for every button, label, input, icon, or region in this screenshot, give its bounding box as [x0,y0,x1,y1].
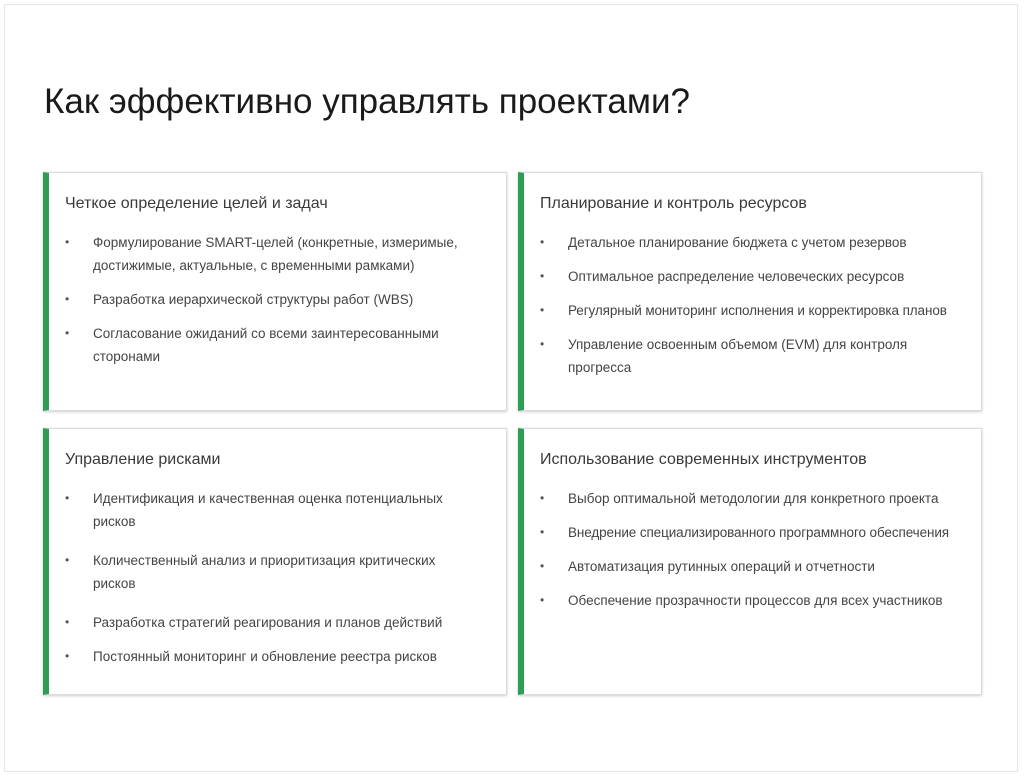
card-title: Четкое определение целей и задач [65,195,328,212]
list-item [65,645,460,668]
list-item-text: Автоматизация рутинных операций и отчетности [568,559,875,574]
list-item [540,231,960,254]
list-item [65,611,460,634]
list-item-text: Внедрение специализированного программного обеспечения [568,525,950,540]
card-title: Управление рисками [65,451,221,468]
bullet-icon: • [540,303,545,317]
card-title: Использование современных инструментов [540,451,867,468]
list-item [65,231,467,277]
list-item [540,487,971,510]
list-item [540,555,971,578]
list-item [540,265,960,288]
bullet-list [65,487,460,668]
list-item-text: Формулирование SMART-целей (конкретные, измеримые, достижимые, актуальные, с временными рамками) [93,235,458,273]
bullet-list [65,231,467,368]
card-risks [43,428,507,695]
card-resources [518,172,982,411]
page-title: Как эффективно управлять проектами? [44,82,690,121]
list-item-text: Обеспечение прозрачности процессов для всех участников [568,593,943,608]
list-item-text: Разработка стратегий реагирования и планов действий [93,615,443,630]
bullet-list [540,231,960,379]
card-goals [43,172,507,411]
list-item-text: Согласование ожиданий со всеми заинтересованными сторонами [93,326,439,364]
bullet-icon: • [65,615,70,629]
list-item-text: Выбор оптимальной методологии для конкретного проекта [568,491,939,506]
list-item-text: Разработка иерархической структуры работ (WBS) [93,292,414,307]
bullet-icon: • [65,553,70,567]
list-item [65,487,460,533]
list-item [540,521,971,544]
list-item-text: Количественный анализ и приоритизация критических рисков [93,553,436,591]
list-item [540,589,971,612]
bullet-icon: • [65,649,70,663]
list-item-text: Идентификация и качественная оценка потенциальных рисков [93,491,443,529]
bullet-icon: • [540,525,545,539]
bullet-icon: • [65,292,70,306]
card-tools [518,428,982,695]
list-item-text: Детальное планирование бюджета с учетом резервов [568,235,907,250]
list-item-text: Регулярный мониторинг исполнения и корректировка планов [568,303,947,318]
list-item [540,299,960,322]
bullet-list [540,487,971,612]
bullet-icon: • [65,326,70,340]
bullet-icon: • [540,235,545,249]
list-item [540,333,948,379]
bullet-icon: • [65,235,70,249]
bullet-icon: • [540,337,545,351]
card-title: Планирование и контроль ресурсов [540,195,807,212]
list-item-text: Управление освоенным объемом (EVM) для контроля прогресса [568,337,908,375]
list-item [65,322,467,368]
list-item-text: Постоянный мониторинг и обновление реестра рисков [93,649,437,664]
bullet-icon: • [540,269,545,283]
bullet-icon: • [540,593,545,607]
bullet-icon: • [540,491,545,505]
list-item [65,549,460,595]
bullet-icon: • [65,491,70,505]
list-item [65,288,467,311]
bullet-icon: • [540,559,545,573]
list-item-text: Оптимальное распределение человеческих ресурсов [568,269,905,284]
